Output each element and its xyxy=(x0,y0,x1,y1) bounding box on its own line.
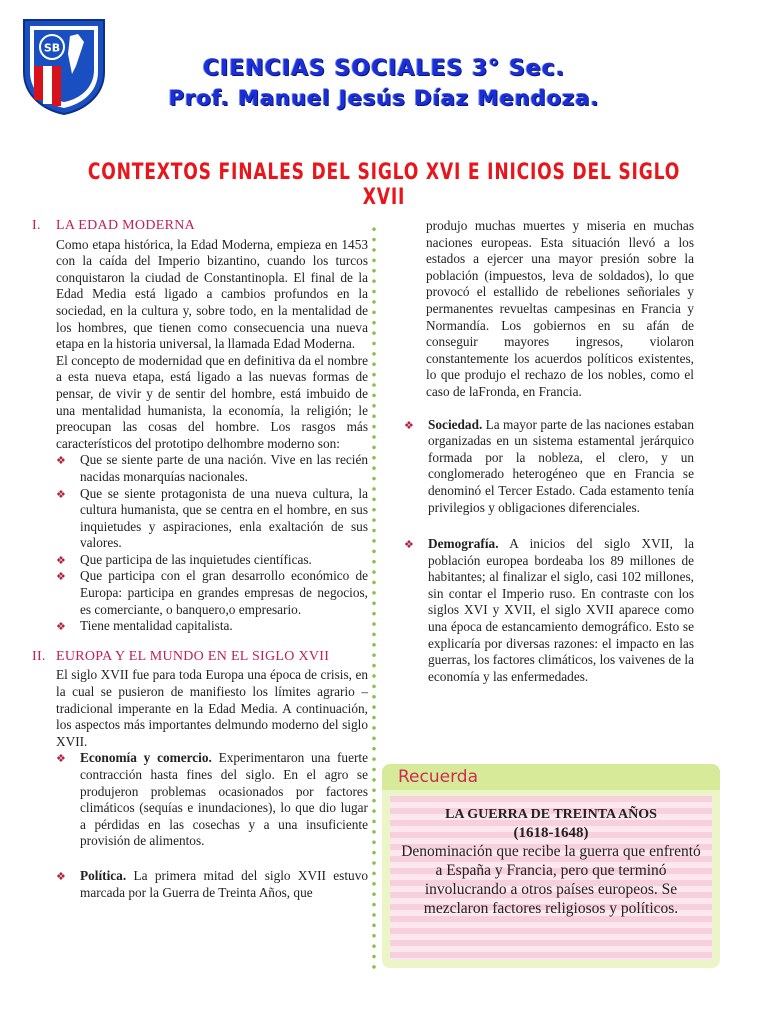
section-heading-edad-moderna xyxy=(32,218,368,235)
list-item: ❖ Tiene mentalidad capitalista. xyxy=(56,618,368,635)
paragraph: produjo muchas muertes y miseria en muchas naciones europeas. Esta situación llevó a los estados a ejercer una mayor presión sobre la población (impuestos, leva de soldados), lo que provocó el estallido de rebeliones señoriales y permanentes revueltas campesinas en Francia y Normandía. Los gobiernos en su afán de conseguir mayores ingresos, violaron constantemente los acuerdos políticos existentes, lo que produjo el rechazo de los nobles, como el caso de laFronda, en Francia. xyxy=(426,218,694,399)
section-title: LA EDAD MODERNA xyxy=(56,218,196,233)
diamond-bullet-icon: ❖ xyxy=(56,621,66,634)
paragraph: El concepto de modernidad que en definitiva da el nombre a esta nueva etapa, está ligado a las nuevas formas de pensar, de vivir y de sentir del hombre, está imbuido de una mentalidad humanista, la economía, la religión; le preocupan las cosas del hombre. Los rasgos más característicos del prototipo delhombre moderno son: xyxy=(56,352,368,451)
column-divider-dots xyxy=(372,224,376,974)
bullet-list xyxy=(404,417,694,686)
section-title: EUROPA Y EL MUNDO EN EL SIGLO XVII xyxy=(56,648,330,664)
diamond-bullet-icon: ❖ xyxy=(56,753,66,766)
section-heading-europa xyxy=(32,649,368,666)
bullet-list xyxy=(56,750,368,901)
list-item: ❖ Que se siente protagonista de una nueva cultura, la cultura humanista, que se centra en el hombre, en sus inquietudes y aspiraciones, enla exaltación de sus valores. xyxy=(56,485,368,551)
left-column xyxy=(32,218,368,901)
recuerda-content xyxy=(390,796,712,960)
recuerda-box xyxy=(382,764,720,968)
recuerda-dates: (1618-1648) xyxy=(513,825,589,841)
recuerda-text: Denominación que recibe la guerra que enfrentó a España y Francia, pero que terminó involucrando a otros países europeos. Se mezclaron factores religiosos y políticos. xyxy=(401,843,701,917)
right-column xyxy=(404,218,694,685)
list-item: ❖ Que participa con el gran desarrollo económico de Europa: participa en grandes empresas de negocios, es comerciante, o banquero,o empresario. xyxy=(56,568,368,617)
diamond-bullet-icon: ❖ xyxy=(56,554,66,567)
page-title: CONTEXTOS FINALES DEL SIGLO XVI E INICIOS DEL SIGLO XVII xyxy=(87,160,681,210)
diamond-bullet-icon: ❖ xyxy=(404,419,414,432)
course-title: CIENCIAS SOCIALES 3° Sec. xyxy=(202,56,566,81)
diamond-bullet-icon: ❖ xyxy=(404,539,414,552)
diamond-bullet-icon: ❖ xyxy=(56,870,66,883)
teacher-name: Prof. Manuel Jesús Díaz Mendoza. xyxy=(168,86,600,110)
diamond-bullet-icon: ❖ xyxy=(56,455,66,468)
diamond-bullet-icon: ❖ xyxy=(56,488,66,501)
list-item: ❖ Sociedad. La mayor parte de las naciones estaban organizadas en un sistema estamental jerárquico formada por la nobleza, el clero, y un conglomerado heterogéneo que en Francia se denominó el Tercer Estado. Cada estamento tenía privilegios y obligaciones diferenciales. xyxy=(404,416,694,515)
list-item: ❖ Que se siente parte de una nación. Vive en las recién nacidas monarquías nacionales. xyxy=(56,452,368,484)
paragraph: Como etapa histórica, la Edad Moderna, empieza en 1453 con la caída del Imperio bizantino, cuando los turcos conquistaron la ciudad de Constantinopla. El final de la Edad Media está ligado a cambios profundos en la sociedad, en la cultura y, sobre todo, en la mentalidad de los hombres, que tienen como consecuencia una nueva etapa en la historia universal, la llamada Edad Moderna. xyxy=(56,236,368,352)
bullet-list xyxy=(56,452,368,635)
section-number: II. xyxy=(32,648,46,664)
list-item: ❖ Demografía. A inicios del siglo XVII, la población europea bordeaba los 89 millones de habitantes; al finalizar el siglo, casi 102 millones, sin contar el Imperio ruso. En contraste con los siglos XVI y XVII, el siglo XVII aparece como una época de estancamiento demográfico. Esto se explicaría por diversas razones: el impacto en las guerras, los factores climáticos, los vaivenes de la economía y las enfermedades. xyxy=(404,536,694,684)
diamond-bullet-icon: ❖ xyxy=(56,571,66,584)
paragraph: El siglo XVII fue para toda Europa una época de crisis, en la cual se pusieron de manifiesto los límites agrario – tradicional imperante en la Edad Media. A continuación, los aspectos más importantes delmundo moderno del siglo XVII. xyxy=(56,667,368,749)
section-number: I. xyxy=(32,218,41,233)
recuerda-label: Recuerda xyxy=(398,767,478,787)
list-item: ❖ Economía y comercio. Experimentaron una fuerte contracción hasta fines del siglo. En el agro se produjeron problemas ocasionados por factores climáticos (sequías e inundaciones), lo que dio lugar a pérdidas en las cosechas y a una insuficiente provisión de alimentos. xyxy=(56,750,368,849)
list-item: ❖ Que participa de las inquietudes científicas. xyxy=(56,552,368,569)
logo-initials: SB xyxy=(43,41,61,55)
recuerda-title: LA GUERRA DE TREINTA AÑOS xyxy=(445,807,657,822)
list-item: ❖ Política. La primera mitad del siglo XVII estuvo marcada por la Guerra de Treinta Años, que xyxy=(56,867,368,900)
